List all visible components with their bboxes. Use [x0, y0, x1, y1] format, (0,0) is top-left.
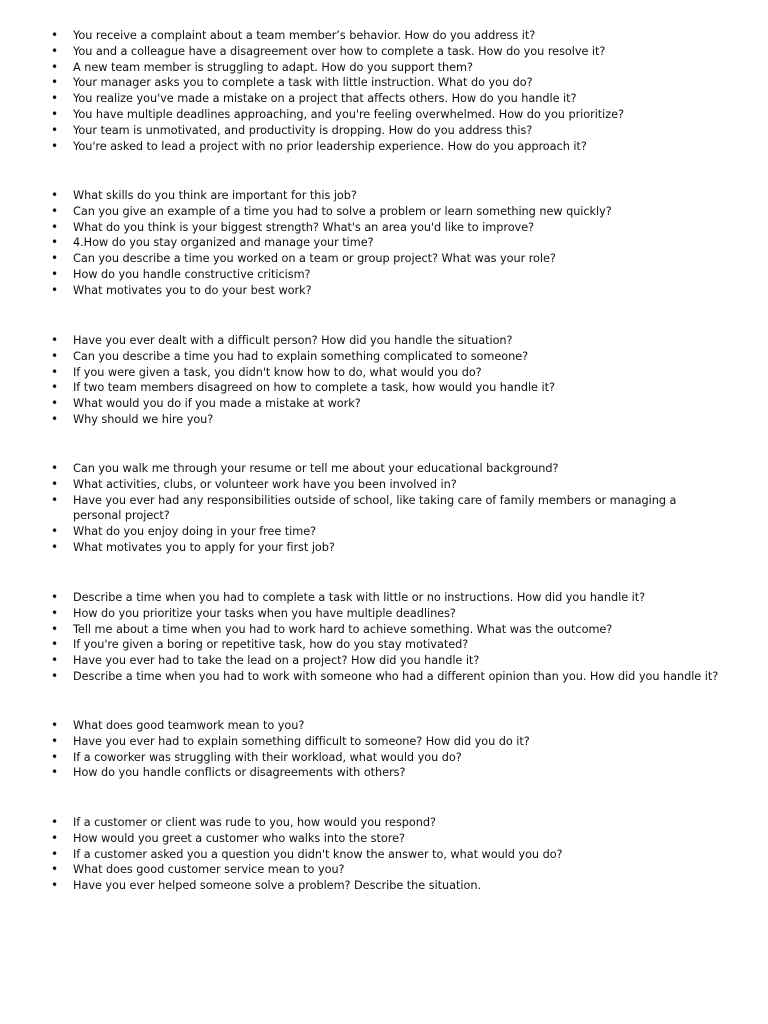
list-item: • Your team is unmotivated, and productivity is dropping. How do you address this?	[0, 123, 768, 139]
list-item: • Why should we hire you?	[0, 412, 768, 428]
list-item: • What does good customer service mean to you?	[0, 862, 768, 878]
list-item: • You receive a complaint about a team member’s behavior. How do you address it?	[0, 28, 768, 44]
list-item: • Have you ever had to take the lead on a project? How did you handle it?	[0, 653, 768, 669]
list-item: • If a customer or client was rude to you, how would you respond?	[0, 815, 768, 831]
list-item: • If you were given a task, you didn't know how to do, what would you do?	[0, 365, 768, 381]
list-item: • How would you greet a customer who walks into the store?	[0, 831, 768, 847]
list-item: • What motivates you to apply for your first job?	[0, 540, 768, 556]
list-item: • Can you walk me through your resume or tell me about your educational background?	[0, 461, 768, 477]
question-list-customer-service	[0, 815, 768, 894]
list-item: • Describe a time when you had to complete a task with little or no instructions. How did you handle it?	[0, 590, 768, 606]
list-item: • What activities, clubs, or volunteer work have you been involved in?	[0, 477, 768, 493]
list-item: • Can you describe a time you had to explain something complicated to someone?	[0, 349, 768, 365]
list-item: • Have you ever had to explain something difficult to someone? How did you do it?	[0, 734, 768, 750]
list-item: • If two team members disagreed on how to complete a task, how would you handle it?	[0, 380, 768, 396]
question-list-teamwork	[0, 718, 768, 781]
question-list-background	[0, 461, 768, 556]
list-item: • Have you ever dealt with a difficult person? How did you handle the situation?	[0, 333, 768, 349]
list-item: • Your manager asks you to complete a task with little instruction. What do you do?	[0, 75, 768, 91]
list-item: • Have you ever had any responsibilities outside of school, like taking care of family members or managing a personal project?	[0, 493, 768, 525]
list-item: • What does good teamwork mean to you?	[0, 718, 768, 734]
list-item: • What do you think is your biggest strength? What's an area you'd like to improve?	[0, 220, 768, 236]
list-item: • How do you prioritize your tasks when you have multiple deadlines?	[0, 606, 768, 622]
list-item: • Can you describe a time you worked on a team or group project? What was your role?	[0, 251, 768, 267]
list-item: • You're asked to lead a project with no prior leadership experience. How do you approach it?	[0, 139, 768, 155]
list-item: • How do you handle constructive criticism?	[0, 267, 768, 283]
list-item: • If you're given a boring or repetitive task, how do you stay motivated?	[0, 637, 768, 653]
list-item: • Describe a time when you had to work with someone who had a different opinion than you. How did you handle it?	[0, 669, 768, 685]
list-item: • You have multiple deadlines approaching, and you're feeling overwhelmed. How do you prioritize?	[0, 107, 768, 123]
list-item: • What skills do you think are important for this job?	[0, 188, 768, 204]
list-item: • What do you enjoy doing in your free time?	[0, 524, 768, 540]
question-list-work-ethic	[0, 590, 768, 685]
list-item: • Tell me about a time when you had to work hard to achieve something. What was the outcome?	[0, 622, 768, 638]
list-item: • You realize you've made a mistake on a project that affects others. How do you handle it?	[0, 91, 768, 107]
list-item: • If a customer asked you a question you didn't know the answer to, what would you do?	[0, 847, 768, 863]
list-item: • What motivates you to do your best work?	[0, 283, 768, 299]
list-item: • You and a colleague have a disagreement over how to complete a task. How do you resolve it?	[0, 44, 768, 60]
question-list-workplace-scenarios	[0, 28, 768, 154]
question-list-skills	[0, 188, 768, 299]
list-item: • What would you do if you made a mistake at work?	[0, 396, 768, 412]
list-item: • How do you handle conflicts or disagreements with others?	[0, 765, 768, 781]
question-list-situations	[0, 333, 768, 428]
list-item: • 4.How do you stay organized and manage your time?	[0, 235, 768, 251]
list-item: • If a coworker was struggling with their workload, what would you do?	[0, 750, 768, 766]
list-item: • Can you give an example of a time you had to solve a problem or learn something new quickly?	[0, 204, 768, 220]
list-item: • Have you ever helped someone solve a problem? Describe the situation.	[0, 878, 768, 894]
list-item: • A new team member is struggling to adapt. How do you support them?	[0, 60, 768, 76]
